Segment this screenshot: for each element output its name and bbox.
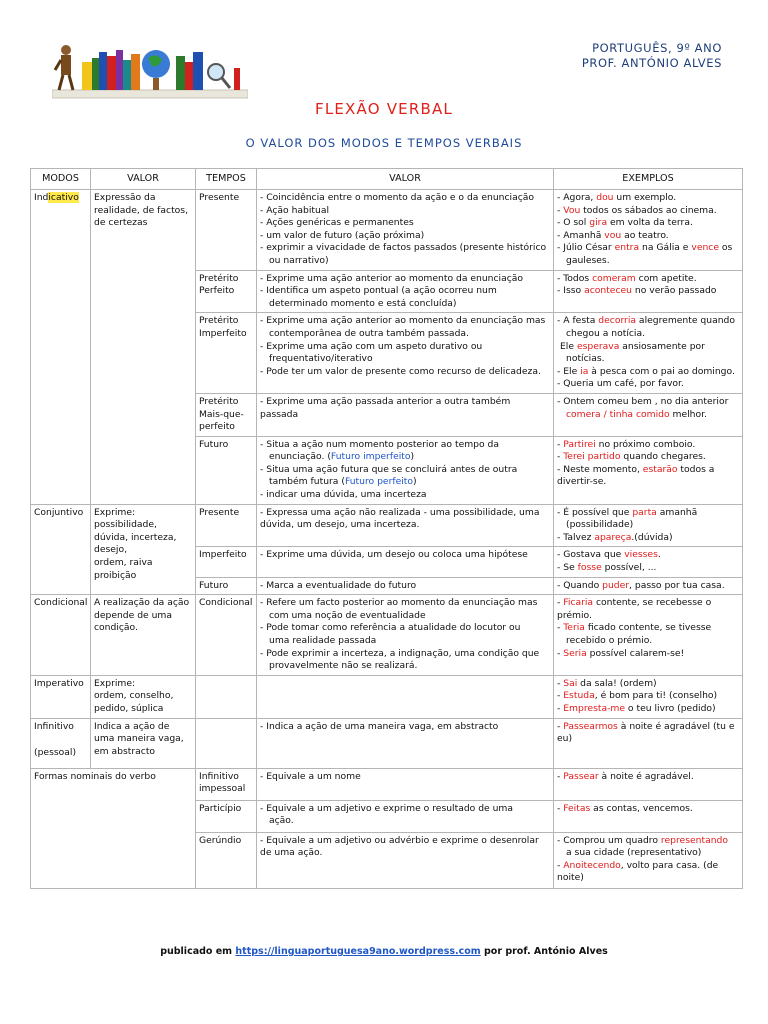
exemplos-gerundio — [554, 832, 743, 888]
example-line: - Isso aconteceu no verão passado — [557, 285, 717, 297]
verb-modes-table — [30, 168, 743, 889]
exemplos-imperativo — [554, 675, 743, 718]
header-exemplos: EXEMPLOS — [554, 169, 743, 190]
example-line: Ele esperava ansiosamente por — [560, 340, 705, 352]
valor-line: - Equivale a um adjetivo e exprime o resultado de uma — [260, 802, 514, 814]
modo-condicional: Condicional — [31, 595, 91, 676]
valor-mais-que-perfeito: - Exprime uma ação passada anterior a outra também passada — [257, 393, 554, 436]
valor-infinitivo: Indica a ação de uma maneira vaga, em abstracto — [91, 718, 196, 768]
valor-line: dúvida, um desejo, uma incerteza. — [260, 519, 420, 531]
valor-line: - Exprime uma ação anterior ao momento da enunciação — [260, 272, 524, 284]
pencil-icon — [234, 68, 240, 90]
tempo-participio: Particípio — [196, 800, 257, 832]
valor-line: - um valor de futuro (ação próxima) — [260, 229, 425, 241]
example-line: - Quando puder, passo por tua casa. — [557, 579, 725, 591]
footer-prefix: publicado em — [160, 946, 236, 957]
example-line: - Comprou um quadro representando — [557, 834, 728, 846]
modo-text: (pessoal) — [34, 747, 77, 759]
example-line: - Júlio César entra na Gália e vence os — [557, 242, 733, 254]
header-modos: MODOS — [31, 169, 91, 190]
example-line: - Agora, dou um exemplo. — [557, 192, 677, 203]
valor-conjuntivo — [91, 504, 196, 595]
example-line: - O sol gira em volta da terra. — [557, 217, 693, 229]
example-line: noite) — [557, 872, 584, 884]
table-header-row — [31, 169, 743, 190]
example-line: - Anoitecendo, volto para casa. (de — [557, 859, 719, 871]
example-line: - A festa decorria alegremente quando — [557, 315, 735, 327]
exemplos-conj-imperfeito — [554, 547, 743, 577]
exemplos-participio — [554, 800, 743, 832]
modo-formas-nominais: Formas nominais do verbo — [31, 768, 196, 888]
valor-preterito-perfeito — [257, 270, 554, 313]
example-line: prémio. — [557, 609, 592, 621]
example-line: eu) — [557, 733, 573, 745]
valor-line: Exprime: — [94, 506, 136, 518]
modo-conjuntivo: Conjuntivo — [31, 504, 91, 595]
tempo-preterito-perfeito: Pretérito Perfeito — [196, 270, 257, 313]
valor-conj-futuro: - Marca a eventualidade do futuro — [257, 577, 554, 595]
valor-condicional-2 — [257, 595, 554, 676]
example-line: - Sai da sala! (ordem) — [557, 677, 657, 689]
valor-line: provavelmente não se realizará. — [269, 660, 418, 672]
valor-line: proibição — [94, 569, 137, 581]
header-valor: VALOR — [91, 169, 196, 190]
modo-indicativo — [31, 190, 91, 505]
exemplos-infinitivo — [554, 718, 743, 768]
valor-line: uma realidade passada — [269, 635, 377, 646]
valor-participio — [257, 800, 554, 832]
exemplos-presente — [554, 190, 743, 271]
valor-line: - exprimir a vivacidade de factos passados (presente histórico — [260, 242, 547, 254]
example-line: a sua cidade (representativo) — [566, 847, 702, 859]
valor-preterito-imperfeito — [257, 313, 554, 394]
exemplos-mais-que-perfeito — [554, 393, 743, 436]
valor-line: - Exprime uma ação anterior ao momento da enunciação mas — [260, 315, 546, 327]
figure-icon — [55, 45, 73, 90]
example-line: - Passear à noite é agradável. — [557, 770, 694, 782]
valor-line: ação. — [269, 815, 294, 827]
magnifier-icon — [208, 64, 230, 88]
example-line: - Talvez apareça.(dúvida) — [557, 531, 673, 543]
valor-line: ordem, raiva — [94, 557, 153, 569]
highlighted-text: icativo — [48, 192, 79, 203]
table-row — [31, 504, 743, 547]
course-label: PORTUGUÊS, 9º ANO — [592, 41, 722, 55]
valor-line: - Situa uma ação futura que se concluirá antes de outra — [260, 463, 518, 475]
valor-conj-imperfeito: - Exprime uma dúvida, um desejo ou coloca uma hipótese — [257, 547, 554, 577]
valor-imperativo — [91, 675, 196, 718]
valor-line: contemporânea de outra também passada. — [269, 327, 469, 339]
valor-line: enunciação. (Futuro imperfeito) — [269, 451, 415, 463]
example-line: - Seria possível calarem-se! — [557, 647, 685, 659]
valor-line: dúvida, incerteza, — [94, 531, 177, 543]
valor-line: ordem, conselho, — [94, 690, 174, 702]
table-row — [31, 718, 743, 768]
example-line: - Empresta-me o teu livro (pedido) — [557, 702, 716, 714]
valor-line: - Exprime uma ação com um aspeto durativo ou — [260, 340, 483, 352]
valor-line: - Ações genéricas e permanentes — [260, 217, 414, 229]
example-line: - Terei partido quando chegares. — [557, 451, 706, 463]
header-tempos: TEMPOS — [196, 169, 257, 190]
example-line: - Feitas as contas, vencemos. — [557, 802, 693, 814]
example-line: - É possível que parta amanhã — [557, 506, 698, 518]
valor-line: - indicar uma dúvida, uma incerteza — [260, 489, 427, 501]
example-line: gauleses. — [566, 254, 610, 266]
tempo-condicional: Condicional — [196, 595, 257, 676]
example-line: (possibilidade) — [566, 519, 634, 531]
exemplos-conj-presente — [554, 504, 743, 547]
example-line: - Teria ficado contente, se tivesse — [557, 622, 712, 634]
valor-line: determinado momento e está concluída) — [269, 297, 457, 309]
valor-line: - Situa a ação num momento posterior ao tempo da — [260, 438, 500, 450]
exemplos-condicional — [554, 595, 743, 676]
valor-line: pedido, súplica — [94, 702, 164, 714]
example-line: - Passearmos à noite é agradável (tu e — [557, 720, 735, 732]
valor-infinitivo-2: - Indica a ação de uma maneira vaga, em abstracto — [257, 718, 554, 768]
modo-infinitivo — [31, 718, 91, 768]
tempo-infinitivo — [196, 718, 257, 768]
valor-line: com uma noção de eventualidade — [269, 609, 426, 621]
example-line: - Se fosse possível, ... — [557, 562, 657, 574]
example-line: chegou a notícia. — [566, 327, 646, 339]
tempo-imperativo — [196, 675, 257, 718]
valor-line: desejo, — [94, 544, 128, 556]
valor-line: frequentativo/iterativo — [269, 353, 373, 365]
tempo-infinitivo-impessoal: Infinitivo impessoal — [196, 768, 257, 800]
example-line: - Neste momento, estarão todos a — [557, 463, 715, 475]
example-line: recebido o prémio. — [566, 635, 653, 646]
valor-line: - Pode ter um valor de presente como recurso de delicadeza. — [260, 365, 541, 377]
page-title: FLEXÃO VERBAL — [315, 100, 453, 118]
valor-line: - Pode exprimir a incerteza, a indignação, uma condição que — [260, 647, 540, 659]
blog-link[interactable]: https://linguaportuguesa9ano.wordpress.com — [235, 946, 481, 957]
tempo-conj-imperfeito: Imperfeito — [196, 547, 257, 577]
header-course-info — [582, 41, 722, 71]
valor-gerundio: - Equivale a um adjetivo ou advérbio e exprime o desenrolar de uma ação. — [257, 832, 554, 888]
exemplos-preterito-imperfeito — [554, 313, 743, 394]
footer-suffix: por prof. António Alves — [480, 946, 608, 957]
valor-indicativo: Expressão da realidade, de factos, de certezas — [91, 190, 196, 505]
modo-imperativo: Imperativo — [31, 675, 91, 718]
valor-line: ou narrativo) — [269, 254, 329, 266]
tempo-conj-futuro: Futuro — [196, 577, 257, 595]
valor-condicional: A realização da ação depende de uma condição. — [91, 595, 196, 676]
exemplos-futuro — [554, 436, 743, 504]
footer — [0, 946, 768, 957]
valor-line: - Refere um facto posterior ao momento da enunciação mas — [260, 597, 538, 609]
exemplos-infinitivo-impessoal — [554, 768, 743, 800]
example-line: - Estuda, é bom para ti! (conselho) — [557, 690, 718, 702]
books-icon-2 — [176, 52, 203, 90]
example-line: - Gostava que viesses. — [557, 549, 661, 561]
tempo-gerundio: Gerúndio — [196, 832, 257, 888]
globe-icon — [142, 50, 170, 90]
example-line: - Ficaria contente, se recebesse o — [557, 597, 712, 609]
example-line: - Partirei no próximo comboio. — [557, 438, 696, 450]
example-line: - Todos comeram com apetite. — [557, 272, 697, 284]
teacher-label: PROF. ANTÓNIO ALVES — [581, 56, 722, 70]
tempo-conj-presente: Presente — [196, 504, 257, 547]
valor-conj-presente — [257, 504, 554, 547]
school-books-logo — [52, 40, 248, 100]
valor-line: - Identifica um aspeto pontual (a ação ocorreu num — [260, 285, 497, 297]
valor-line: - Ação habitual — [260, 204, 330, 216]
tempo-presente: Presente — [196, 190, 257, 271]
valor-line: - Pode tomar como referência a atualidade do locutor ou — [260, 622, 521, 634]
example-line: notícias. — [566, 353, 605, 365]
example-line: - Queria um café, por favor. — [557, 378, 684, 390]
valor-line: - Expressa uma ação não realizada - uma possibilidade, uma — [260, 506, 540, 518]
example-line: - Ele ia à pesca com o pai ao domingo. — [557, 365, 735, 377]
tempo-preterito-imperfeito: Pretérito Imperfeito — [196, 313, 257, 394]
exemplos-conj-futuro — [554, 577, 743, 595]
page-subtitle: O VALOR DOS MODOS E TEMPOS VERBAIS — [245, 136, 523, 150]
table-row — [31, 768, 743, 800]
tempo-futuro: Futuro — [196, 436, 257, 504]
valor-imperativo-2 — [257, 675, 554, 718]
valor-line: Exprime: — [94, 677, 136, 689]
valor-infinitivo-impessoal: - Equivale a um nome — [257, 768, 554, 800]
modo-text: Ind — [34, 192, 49, 203]
example-line: divertir-se. — [557, 476, 607, 488]
header-valor-2: VALOR — [257, 169, 554, 190]
table-row — [31, 190, 743, 271]
example-line: - Vou todos os sábados ao cinema. — [557, 204, 717, 216]
example-line: comera / tinha comido melhor. — [566, 408, 707, 420]
example-line: - Ontem comeu bem , no dia anterior — [557, 395, 729, 407]
modo-text: Infinitivo — [34, 720, 74, 732]
valor-line: possibilidade, — [94, 519, 157, 531]
example-line: - Amanhã vou ao teatro. — [557, 229, 669, 241]
table-row — [31, 675, 743, 718]
valor-futuro — [257, 436, 554, 504]
books-icon — [82, 50, 140, 90]
exemplos-preterito-perfeito — [554, 270, 743, 313]
valor-line: também futura (Futuro perfeito) — [269, 476, 417, 488]
valor-line: - Coincidência entre o momento da ação e o da enunciação — [260, 192, 535, 203]
table-row — [31, 595, 743, 676]
tempo-mais-que-perfeito: Pretérito Mais-que-perfeito — [196, 393, 257, 436]
valor-presente — [257, 190, 554, 271]
